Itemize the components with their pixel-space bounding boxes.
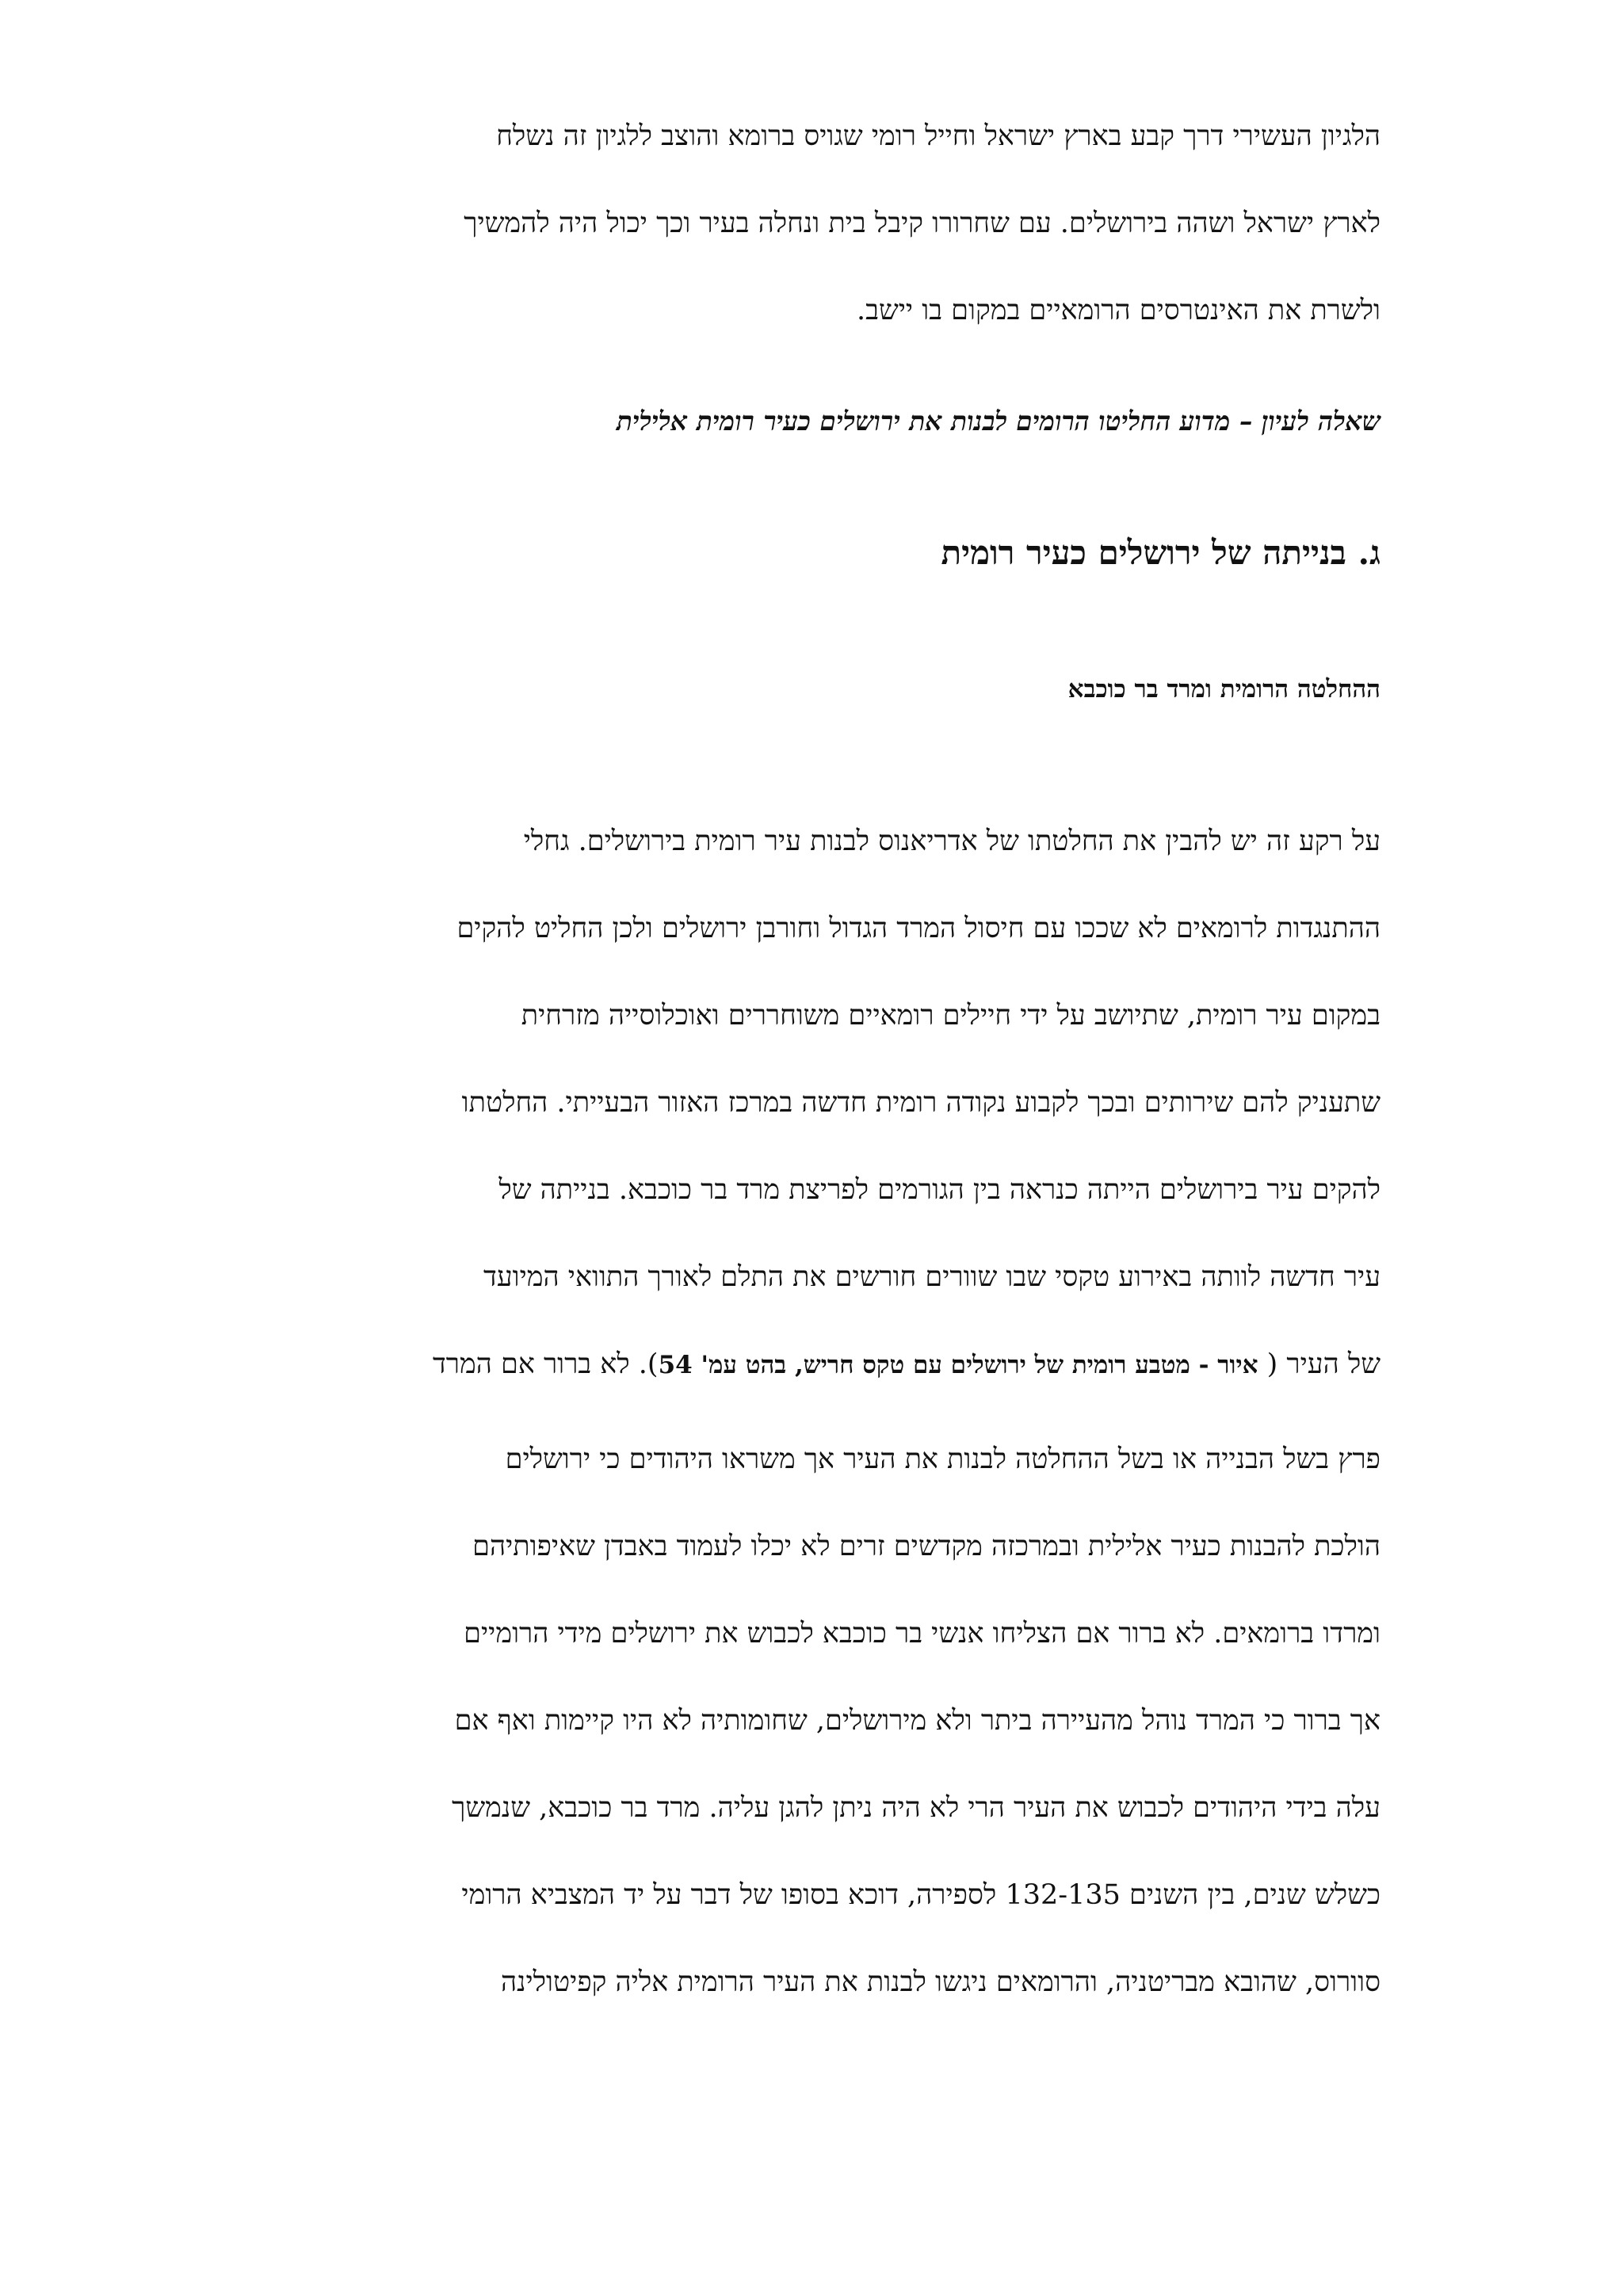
figure-line-before: של העיר ( <box>1258 1348 1381 1380</box>
body-line: ההתנגדות לרומאים לא שככו עם חיסול המרד הגדול וחורבן ירושלים ולכן החליט להקים <box>456 913 1381 944</box>
figure-caption-reference: איור - מטבע רומית של ירושלים עם טקס חריש, בהט עמ' 54 <box>658 1351 1258 1379</box>
section-heading: ג. בנייתה של ירושלים כעיר רומית <box>941 533 1381 572</box>
body-line: אך ברור כי המרד נוהל מהעיירה ביתר ולא מירושלים, שחומותיה לא היו קיימות ואף אם <box>454 1705 1381 1737</box>
body-line: שתעניק להם שירותים ובכך לקבוע נקודה רומית חדשה במרכז האזור הבעייתי. החלטתו <box>461 1087 1381 1119</box>
body-line: פרץ בשל הבנייה או בשל ההחלטה לבנות את העיר אך משראו היהודים כי ירושלים <box>505 1444 1381 1475</box>
intro-line: הלגיון העשירי דרך קבע בארץ ישראל וחייל רומי שגויס ברומא והוצב ללגיון זה נשלח <box>496 120 1381 152</box>
body-line: ומרדו ברומאים. לא ברור אם הצליחו אנשי בר כוכבא לכבוש את ירושלים מידי הרומיים <box>464 1618 1381 1650</box>
body-line: עיר חדשה לוותה באירוע טקסי שבו שוורים חורשים את התלם לאורך התוואי המיועד <box>483 1261 1381 1293</box>
body-line: סוורוס, שהובא מבריטניה, והרומאים ניגשו לבנות את העיר הרומית אליה קפיטולינה <box>500 1966 1381 1998</box>
body-line: במקום עיר רומית, שתיושב על ידי חיילים רומאיים משוחררים ואוכלוסייה מזרחית <box>521 1000 1381 1032</box>
subheading: ההחלטה הרומית ומרד בר כוכבא <box>1067 675 1381 704</box>
body-line: הולכת להבנות כעיר אלילית ובמרכזה מקדשים זרים לא יכלו לעמוד באבדן שאיפותיהם <box>472 1531 1381 1562</box>
intro-line: ולשרת את האינטרסים הרומאיים במקום בו יישב. <box>856 295 1381 326</box>
body-line: כשלש שנים, בין השנים 132-135 לספירה, דוכא בסופו של דבר על יד המצביא הרומי <box>461 1879 1381 1911</box>
study-question: שאלה לעיון – מדוע החליטו הרומים לבנות את ירושלים כעיר רומית אלילית <box>616 406 1381 437</box>
body-line: להקים עיר בירושלים הייתה כנראה בין הגורמים לפריצת מרד בר כוכבא. בנייתה של <box>498 1174 1381 1206</box>
figure-line-after: ). לא ברור אם המרד <box>432 1348 659 1380</box>
body-line: על רקע זה יש להבין את החלטתו של אדריאנוס לבנות עיר רומית בירושלים. גחלי <box>523 826 1381 857</box>
figure-reference-line <box>433 1341 1381 1389</box>
intro-line: לארץ ישראל ושהה בירושלים. עם שחרורו קיבל בית ונחלה בעיר וכך יכול היה להמשיך <box>464 208 1381 239</box>
body-line: עלה בידי היהודים לכבוש את העיר הרי לא היה ניתן להגן עליה. מרד בר כוכבא, שנמשך <box>452 1792 1381 1824</box>
